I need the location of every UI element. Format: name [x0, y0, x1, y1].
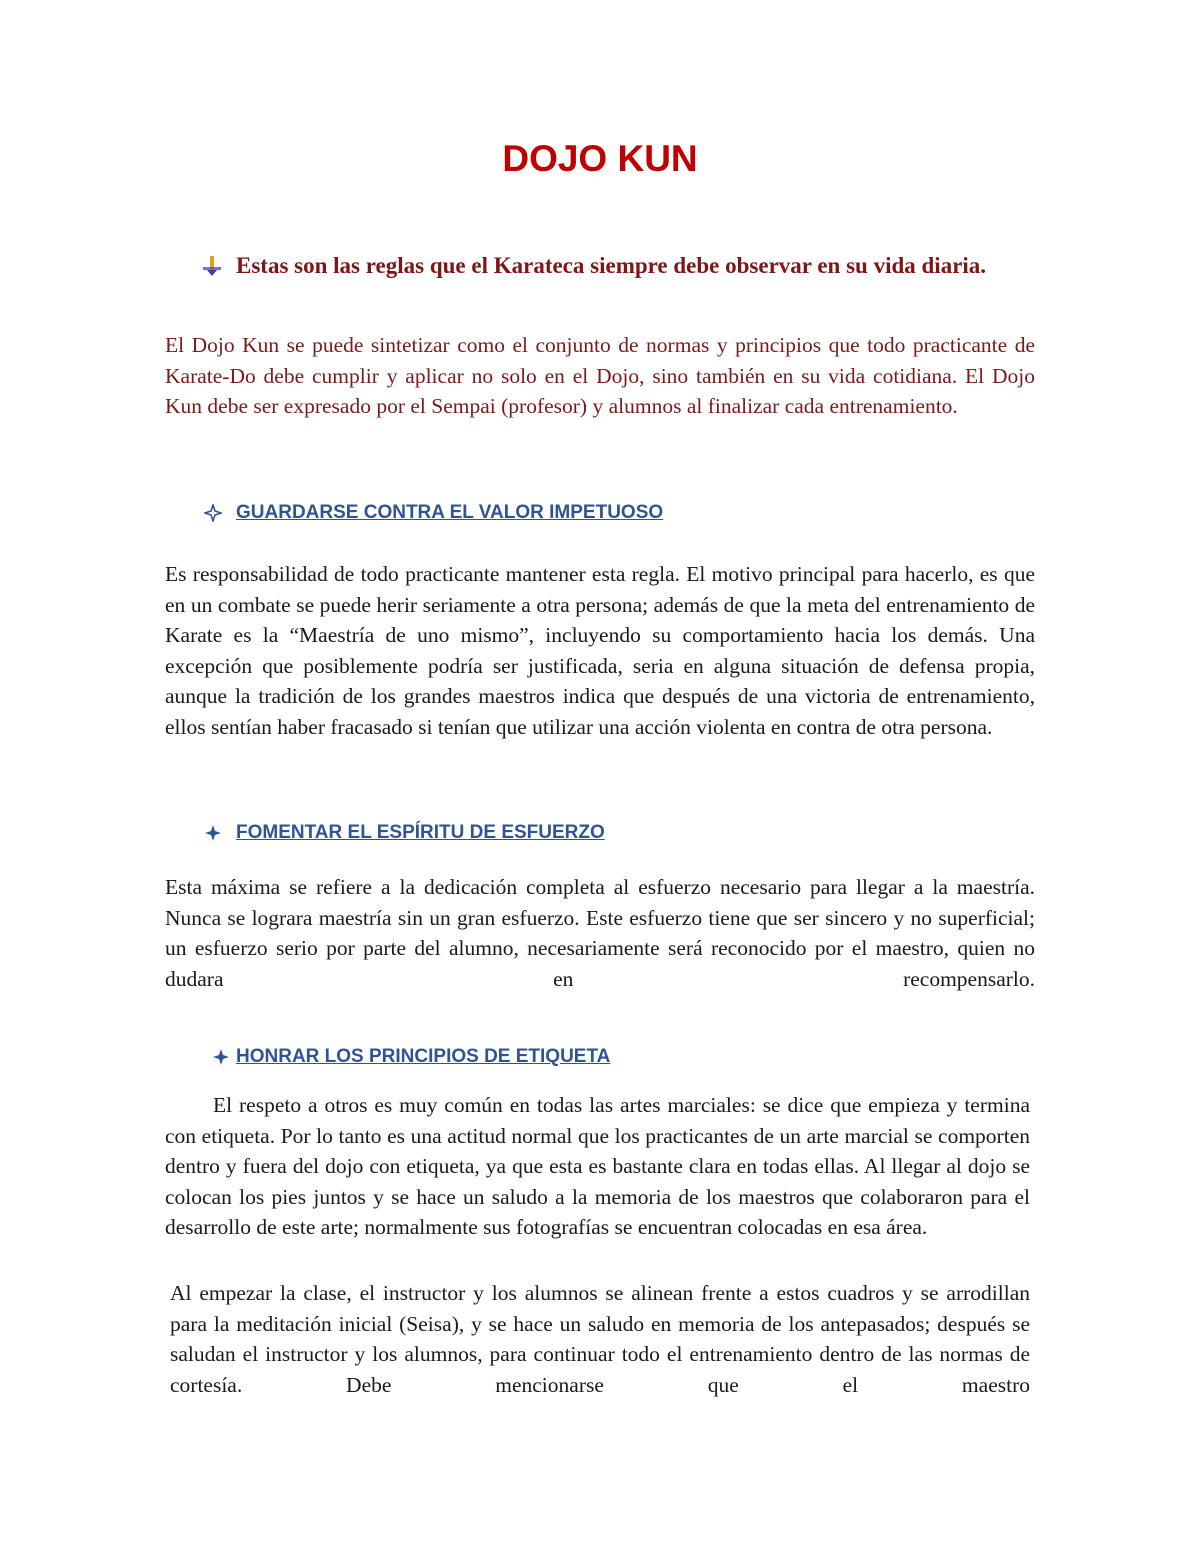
diamond-bullet-icon: [204, 504, 222, 522]
section-heading-2: [204, 822, 605, 844]
intro-text: Estas son las reglas que el Karateca siempre debe observar en su vida diaria.: [236, 253, 987, 278]
diamond-bullet-icon: [212, 1048, 230, 1066]
section-3-paragraph-1: El respeto a otros es muy común en todas las artes marciales: se dice que empieza y termina con etiqueta. Por lo tanto es una actitud normal que los practicantes de un arte marcial se comporten dentro y fuera del dojo con etiqueta, ya que esta es bastante clara en todas ellas. Al llegar al dojo se colocan los pies juntos y se hace un saludo a la memoria de los maestros que colaboraron para el desarrollo de este arte; normalmente sus fotografías se encuentran colocadas en esa área.: [165, 1093, 1030, 1240]
section-heading-text: GUARDARSE CONTRA EL VALOR IMPETUOSO: [236, 502, 664, 523]
section-heading-1: [204, 502, 663, 524]
page-title: DOJO KUN: [502, 138, 698, 179]
diamond-bullet-icon: [204, 824, 222, 842]
section-1-paragraph: Es responsabilidad de todo practicante mantener esta regla. El motivo principal para hacerlo, es que en un combate se puede herir seriamente a otra persona; además de que la meta del entrenamiento de Karate es la “Maestría de uno mismo”, incluyendo su comportamiento hacia los demás. Una excepción que posiblemente podría ser justificada, seria en alguna situación de defensa propia, aunque la tradición de los grandes maestros indica que después de una victoria de entrenamiento, ellos sentían haber fracasado si tenían que utilizar una acción violenta en contra de otra persona.: [165, 562, 1035, 739]
section-3-paragraph-2: Al empezar la clase, el instructor y los alumnos se alinean frente a estos cuadros y se arrodillan para la meditación inicial (Seisa), y se hace un saludo en memoria de los antepasados; después se saludan el instructor y los alumnos, para continuar todo el entrenamiento dentro de las normas de cortesía. Debe mencionarse que el maestro: [170, 1281, 1030, 1397]
intro-line: [200, 253, 986, 279]
intro-paragraph: El Dojo Kun se puede sintetizar como el conjunto de normas y principios que todo practicante de Karate-Do debe cumplir y aplicar no solo en el Dojo, sino también en su vida cotidiana. El Dojo Kun debe ser expresado por el Sempai (profesor) y alumnos al finalizar cada entrenamiento.: [165, 333, 1035, 419]
section-heading-3: [212, 1046, 610, 1068]
section-heading-text: HONRAR LOS PRINCIPIOS DE ETIQUETA: [236, 1046, 611, 1067]
section-2-paragraph: Esta máxima se refiere a la dedicación completa al esfuerzo necesario para llegar a la maestría. Nunca se lograra maestría sin un gran esfuerzo. Este esfuerzo tiene que ser sincero y no superficial; un esfuerzo serio por parte del alumno, necesariamente será reconocido por el maestro, quien no dudara en recompensarlo.: [165, 875, 1035, 991]
section-heading-text: FOMENTAR EL ESPÍRITU DE ESFUERZO: [236, 822, 605, 843]
down-arrow-bullet-icon: [200, 254, 224, 278]
